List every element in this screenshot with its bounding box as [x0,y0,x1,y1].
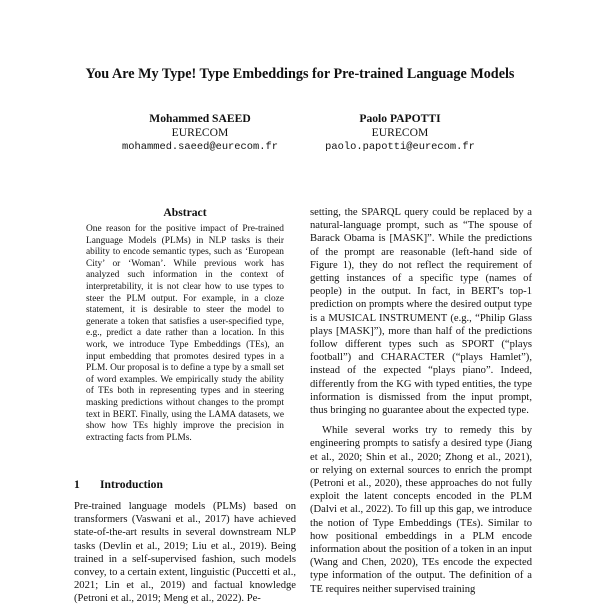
section-number: 1 [74,478,80,491]
abstract-text: One reason for the positive impact of Pre-trained Language Models (PLMs) in NLP tasks is their ability to encode semantic types, such as ‘European City’ or ‘Woman’. While previous work has analyzed such information in the context of interpretability, it is not clear how to use types to steer the PLM output. For example, in a cloze statement, it is desirable to steer the model to generate a token that satisfies a user-specified type, e.g., predict a date rather than a location. In this work, we introduce Type Embeddings (TEs), an input embedding that promotes desired types in a PLM. Our proposal is to define a type by a small set of word examples. We empirically study the ability of TEs both in representing types and in steering masking predictions without changes to the prompt text in BERT. Finally, using the LAMA datasets, we show how TEs highly improve the precision in extracting facts from PLMs. [86,224,284,443]
author-affiliation: EURECOM [371,126,429,139]
body-paragraph-2: While several works try to remedy this by engineering prompts to satisfy a desired type (Jiang et al., 2020; Shin et al., 2020; Zhong et al., 2021), or relying on external sources to enrich the prompt (Petroni et al., 2020), these approaches do not fully exploit the latent concepts encoded in the PLM (Dalvi et al., 2022). To fill up this gap, we introduce the notion of Type Embeddings (TEs). Similar to how positional embeddings in a PLM encode information about the position of a token in an input (Wang and Chen, 2020), TEs encode the expected type information of the output. The definition of a TE requires neither supervised training [310,425,532,595]
section-title: Introduction [100,478,163,491]
author-name: Mohammed SAEED [149,112,251,125]
author-email: mohammed.saeed@eurecom.fr [122,141,278,153]
section-heading [74,478,163,491]
author-name: Paolo PAPOTTI [359,112,441,125]
author-block-2 [290,112,510,154]
author-email: paolo.papotti@eurecom.fr [325,141,475,153]
left-column-text [74,500,296,606]
abstract-heading: Abstract [163,206,207,219]
author-block-1 [90,112,310,154]
paper-title: You Are My Type! Type Embeddings for Pre-trained Language Models [85,66,515,82]
author-affiliation: EURECOM [171,126,229,139]
right-column-text [310,206,532,596]
intro-paragraph: Pre-trained language models (PLMs) based on transformers (Vaswani et al., 2017) have achieved state-of-the-art results in several downstream NLP tasks (Devlin et al., 2019; Liu et al., 2019). Being trained in a self-supervised fashion, such models convey, to a certain extent, linguistic (Puccetti et al., 2021; Lin et al., 2019) and factual knowledge (Petroni et al., 2019; Meng et al., 2022). Pe- [74,501,296,605]
body-paragraph-1: setting, the SPARQL query could be replaced by a natural-language prompt, such as “The spouse of Barack Obama is [MASK]”. While the predictions of the prompt are reasonable (left-hand side of Figure 1), they do not reflect the requirement of getting instances of a specific type (names of people) in the output. In fact, in BERT's top-1 prediction on prompts where the desired output type is a MUSICAL INSTRUMENT (e.g., “Philip Glass plays [MASK]”), more than half of the predictions follow different types such as SPORT (“plays football”) and CHARACTER (“plays Hamlet”), instead of the expected “plays piano”. Indeed, differently from the KG with typed entities, the type information is dismissed from the input prompt, thus bringing no guarantee about the expected type. [310,207,532,417]
